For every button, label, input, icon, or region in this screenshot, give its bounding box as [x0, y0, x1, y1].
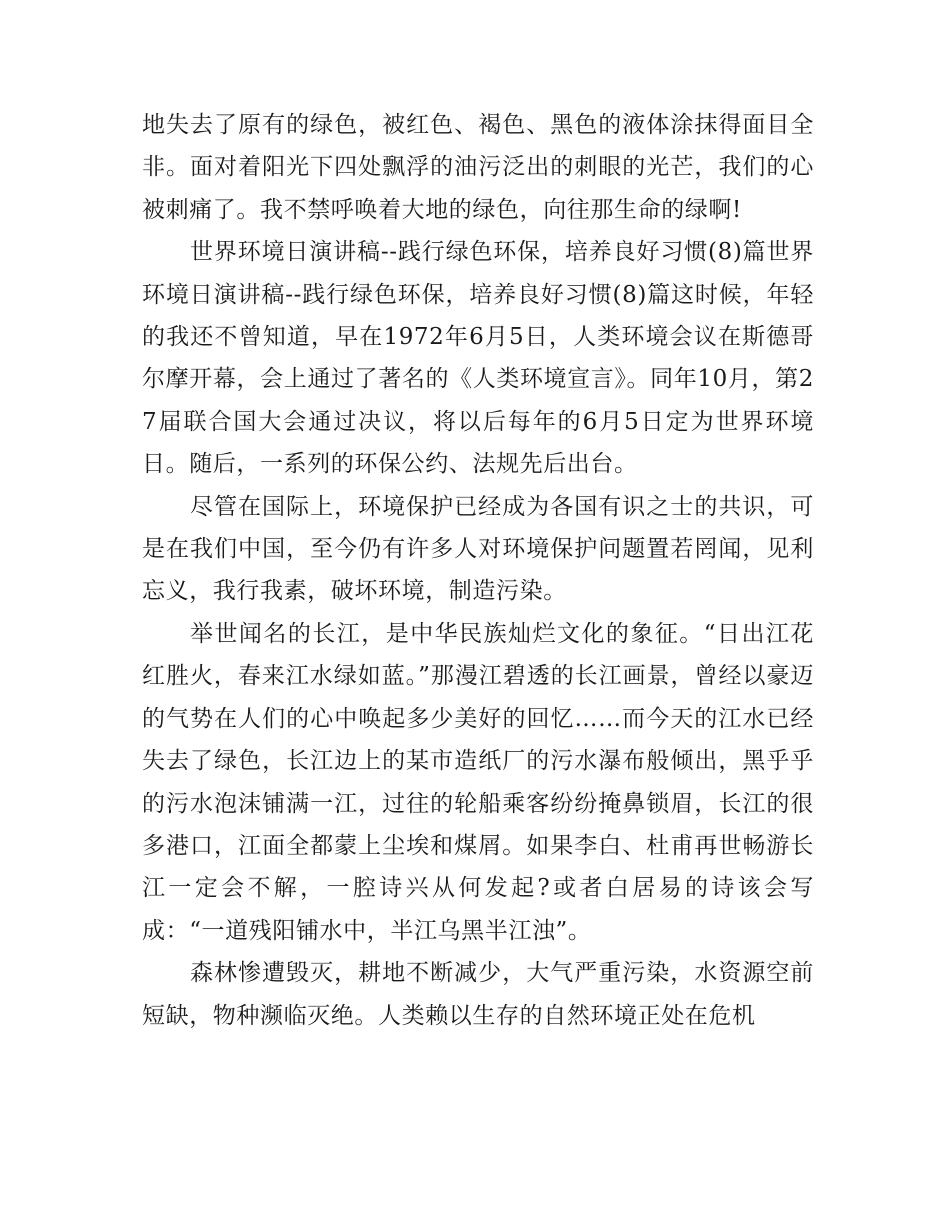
paragraph-1: 地失去了原有的绿色，被红色、褐色、黑色的液体涂抹得面目全非。面对着阳光下四处飘浮的油污泛出的刺眼的光芒，我们的心被刺痛了。我不禁呼唤着大地的绿色，向往那生命的绿啊!	[142, 112, 814, 223]
paragraph-2: 世界环境日演讲稿--践行绿色环保，培养良好习惯(8)篇世界环境日演讲稿--践行绿色环保，培养良好习惯(8)篇这时候，年轻的我还不曾知道，早在1972年6月5日，人类环境会议在斯德哥尔摩开幕，会上通过了著名的《人类环境宣言》。同年10月，第27届联合国大会通过决议，将以后每年的6月5日定为世界环境日。随后，一系列的环保公约、法规先后出台。	[142, 239, 814, 478]
paragraph-5: 森林惨遭毁灭，耕地不断减少，大气严重污染，水资源空前短缺，物种濒临灭绝。人类赖以生存的自然环境正处在危机	[142, 960, 814, 1029]
paragraph-3: 尽管在国际上，环境保护已经成为各国有识之士的共识，可是在我们中国，至今仍有许多人对环境保护问题置若罔闻，见利忘义，我行我素，破坏环境，制造污染。	[142, 493, 814, 605]
document-body	[142, 104, 814, 1037]
paragraph-4: 举世闻名的长江，是中华民族灿烂文化的象征。“日出江花红胜火，春来江水绿如蓝。”那漫江碧透的长江画景，曾经以豪迈的气势在人们的心中唤起多少美好的回忆……而今天的江水已经失去了绿色，长江边上的某市造纸厂的污水瀑布般倾出，黑乎乎的污水泡沫铺满一江，过往的轮船乘客纷纷掩鼻锁眉，长江的很多港口，江面全都蒙上尘埃和煤屑。如果李白、杜甫再世畅游长江一定会不解，一腔诗兴从何发起?或者白居易的诗该会写成：“一道残阳铺水中，半江乌黑半江浊”。	[142, 620, 814, 944]
